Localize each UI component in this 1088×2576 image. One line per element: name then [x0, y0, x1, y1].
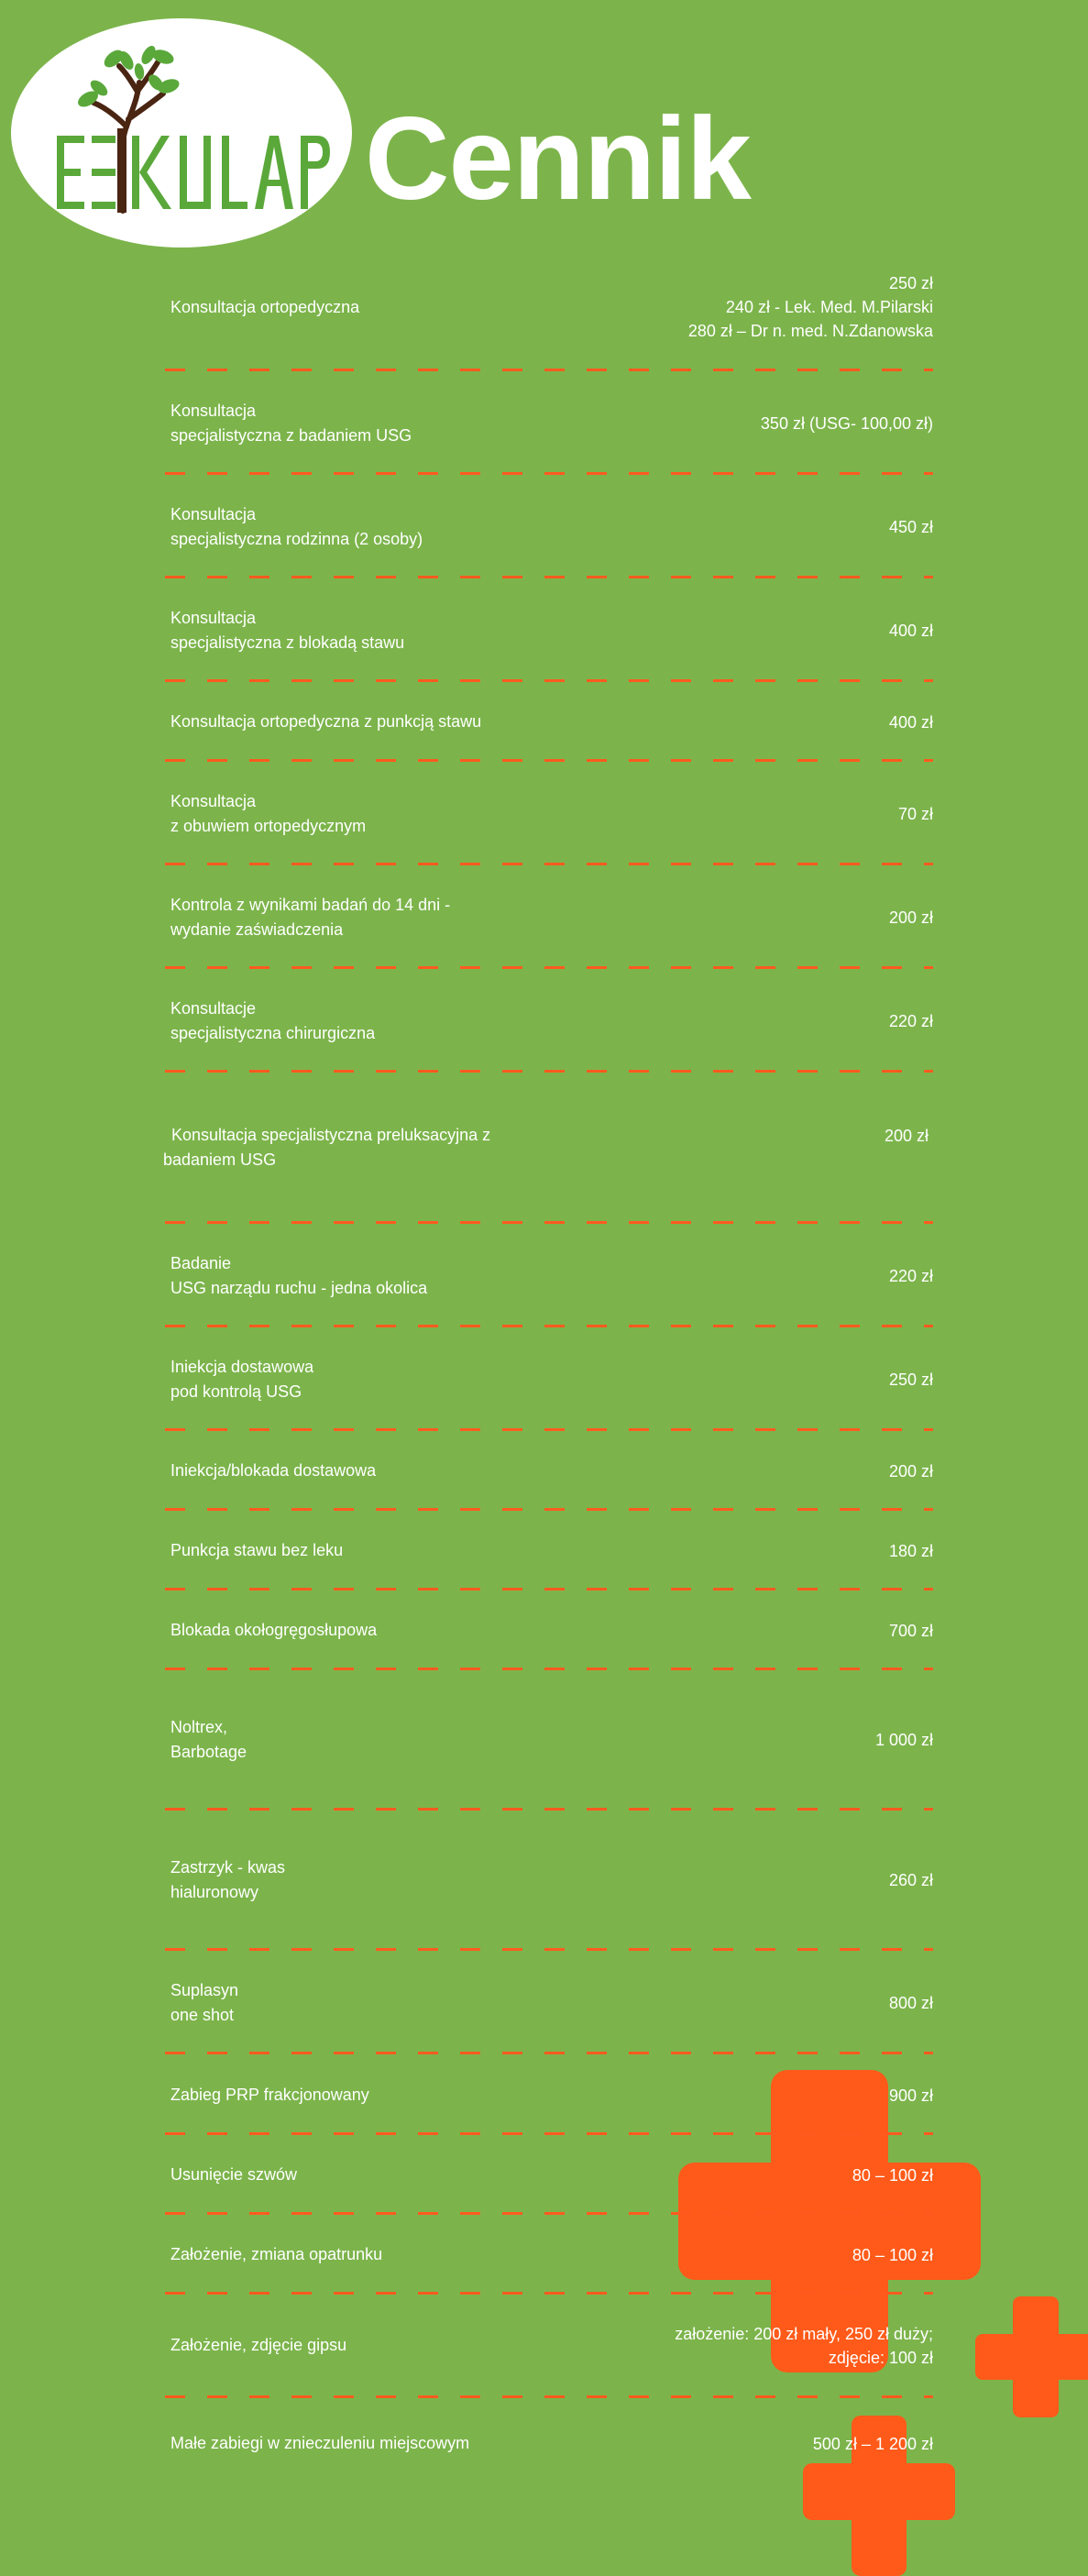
service-price: 220 zł — [888, 1012, 933, 1030]
service-price: 400 zł — [888, 713, 933, 732]
service-price: 900 zł — [888, 2086, 933, 2105]
service-name: Punkcja stawu bez leku — [170, 1541, 344, 1559]
divider — [165, 2052, 933, 2054]
divider — [165, 863, 933, 865]
divider — [165, 1808, 933, 1811]
divider — [165, 759, 933, 762]
service-price: 200 zł — [884, 1127, 929, 1145]
service-price: 450 zł — [888, 518, 933, 536]
service-price: 80 – 100 zł — [852, 2246, 933, 2264]
service-price: założenie: 200 zł mały, 250 zł duży; zdjęcie: 100 zł — [675, 2325, 933, 2367]
service-name: Konsultacja specjalistyczna z blokadą stawu — [170, 609, 405, 652]
service-name: Konsultacja ortopedyczna — [170, 298, 360, 316]
divider — [165, 369, 933, 371]
divider — [165, 1070, 933, 1073]
divider — [165, 1221, 933, 1224]
service-name: Założenie, zmiana opatrunku — [170, 2245, 383, 2263]
service-price: 80 – 100 zł — [852, 2166, 933, 2185]
service-price: 200 zł — [888, 908, 933, 927]
service-name: Konsultacja specjalistyczna rodzinna (2 osoby) — [170, 505, 423, 548]
service-name: Iniekcja dostawowa pod kontrolą USG — [170, 1358, 314, 1401]
service-name: Noltrex, Barbotage — [170, 1718, 247, 1761]
service-price: 250 zł 240 zł - Lek. Med. M.Pilarski 280 zł – Dr n. med. N.Zdanowska — [687, 274, 933, 340]
service-name: Kontrola z wynikami badań do 14 dni - wydanie zaświadczenia — [170, 896, 451, 939]
divider — [165, 576, 933, 578]
medical-cross-icon — [975, 2296, 1088, 2417]
service-price: 180 zł — [888, 1542, 933, 1560]
service-name: Zabieg PRP frakcjonowany — [170, 2086, 369, 2104]
divider — [165, 1508, 933, 1511]
service-name: Blokada okołogręgosłupowa — [170, 1621, 378, 1639]
service-name: Badanie USG narządu ruchu - jedna okolica — [170, 1254, 428, 1297]
service-name: Suplasyn one shot — [170, 1981, 239, 2024]
service-name: Zastrzyk - kwas hialuronowy — [170, 1858, 286, 1901]
service-name: Konsultacja specjalistyczna z badaniem USG — [170, 402, 412, 445]
service-name: Konsultacja specjalistyczna preluksacyjna z badaniem USG — [163, 1126, 491, 1169]
service-name: Konsultacje specjalistyczna chirurgiczna — [170, 999, 376, 1042]
service-price: 70 zł — [897, 805, 933, 823]
divider — [165, 679, 933, 682]
service-price: 350 zł (USG- 100,00 zł) — [760, 414, 933, 433]
service-name: Konsultacja z obuwiem ortopedycznym — [170, 792, 367, 835]
service-price: 250 zł — [888, 1371, 933, 1389]
service-name: Iniekcja/blokada dostawowa — [170, 1461, 377, 1480]
service-price: 500 zł – 1 200 zł — [812, 2435, 933, 2453]
service-price: 260 zł — [888, 1871, 933, 1889]
divider — [165, 1948, 933, 1951]
service-price: 700 zł — [888, 1622, 933, 1640]
page-title: Cennik — [365, 94, 751, 225]
divider — [165, 1588, 933, 1591]
divider — [165, 2292, 933, 2295]
divider — [165, 966, 933, 969]
service-price: 200 zł — [888, 1462, 933, 1481]
service-name: Małe zabiegi w znieczuleniu miejscowym — [170, 2434, 470, 2452]
divider — [165, 1325, 933, 1327]
service-name: Usunięcie szwów — [170, 2165, 298, 2184]
service-name: Konsultacja ortopedyczna z punkcją stawu — [170, 712, 482, 731]
service-price: 800 zł — [888, 1994, 933, 2012]
service-price: 220 zł — [888, 1267, 933, 1285]
divider — [165, 1428, 933, 1431]
service-price: 400 zł — [888, 622, 933, 640]
divider — [165, 472, 933, 475]
divider — [165, 2132, 933, 2135]
service-price: 1 000 zł — [874, 1731, 933, 1749]
divider — [165, 2212, 933, 2215]
divider — [165, 1668, 933, 1670]
service-name: Założenie, zdjęcie gipsu — [170, 2336, 347, 2354]
divider — [165, 2395, 933, 2398]
